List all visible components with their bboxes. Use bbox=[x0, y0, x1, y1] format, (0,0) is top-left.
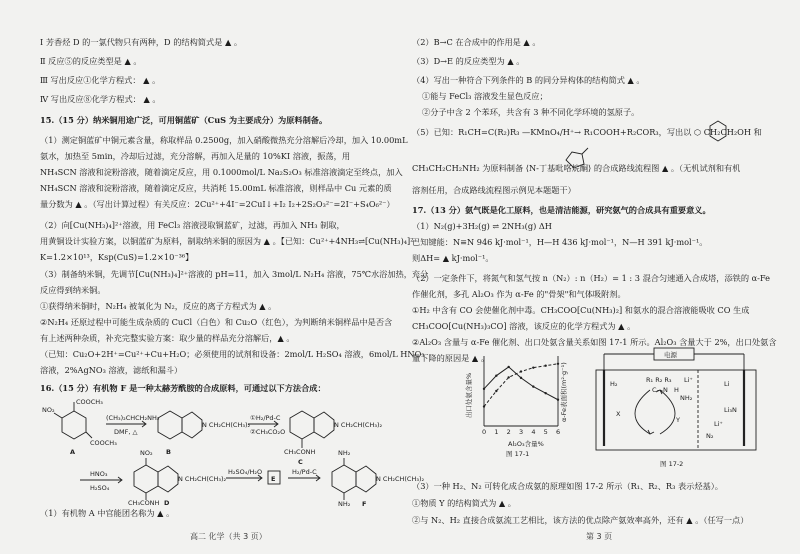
power-source-label: 电源 bbox=[664, 351, 677, 359]
ammonia-content-curve-point bbox=[532, 385, 534, 387]
compound-c-ring bbox=[290, 411, 314, 439]
ammonia-content-curve-point bbox=[483, 388, 485, 390]
q17-part2a-cont: CH₃COO[Cu(NH₃)₃CO] 溶液，该反应的化学方程式为 ▲ 。 bbox=[412, 321, 636, 331]
compound-b-ring bbox=[158, 411, 182, 439]
q15-line: ②N₂H₄ 还原过程中可能生成杂质的 CuCl（白色）和 Cu₂O（红色），为判断纳米铜样品中是否含 bbox=[40, 317, 393, 327]
h-label: H bbox=[674, 386, 679, 394]
q15-line: NH₄SCN 溶液和淀粉溶液，随着滴定反应，用 0.1000mol/L Na₂S₂O₃ 标准溶液滴定至终点，加入 bbox=[40, 167, 403, 177]
q17-part1: （1）N₂(g)+3H₂(g) ⇌ 2NH₃(g) ΔH bbox=[412, 221, 552, 231]
footer-left: 高二 化学（共 3 页） bbox=[190, 532, 267, 541]
q17-title: 17.（13 分）氨气既是化工原料，也是清洁能源，研究氨气的合成具有重要意义。 bbox=[412, 205, 711, 215]
q16-part5: （5）已知：R₁CH=C(R₂)R₃ —KMnO₄/H⁺→ R₁COOH+R₂COR₃，写出以 ⬡ CH₂CH₂OH 和 bbox=[412, 127, 762, 137]
q16-part5-note: 溶剂任用，合成路线流程图示例见本题题干） bbox=[412, 185, 576, 195]
step5-reagent: H₂/Pd-C bbox=[292, 468, 317, 476]
q14-part4: Ⅳ 写出反应⑧化学方程式： ▲ 。 bbox=[40, 94, 161, 104]
q17-part2: （2）一定条件下，将氮气和氢气按 n（N₂）: n（H₂）= 1 : 3 混合匀速通入合成塔，添铁的 α-Fe bbox=[412, 273, 771, 283]
label-a: A bbox=[70, 448, 76, 456]
li-label: Li bbox=[724, 380, 730, 388]
q15-line: 用黄铜设计实验方案，以铜蓝矿为原料，制取纳米铜的原因为 ▲ 。【已知：Cu²⁺+4NH₃⇌[Cu(NH₃)₄]²⁺ bbox=[40, 236, 418, 246]
figure-17-2-diagram bbox=[590, 346, 766, 470]
r-groups-label: R₁ R₂ R₃ bbox=[646, 376, 672, 384]
figure-17-1-caption: 图 17-1 bbox=[506, 450, 530, 458]
step3-reagent: HNO₃ bbox=[90, 470, 108, 478]
c-substituent: CH₃CONH bbox=[284, 448, 316, 456]
q15-line: （3）制备纳米铜，先调节[Cu(NH₃)₄]²⁺溶液的 pH=11，加入 3mol/L N₂H₄ 溶液，75℃水浴加热，充分 bbox=[40, 269, 429, 279]
d-substituent: CH₃CONH bbox=[128, 499, 160, 507]
y-axis-label: 出口处氨含量% bbox=[465, 372, 473, 418]
q15-line: K=1.2×10¹³，Ksp(CuS)=1.2×10⁻³⁶】 bbox=[40, 252, 194, 262]
q14-part3: Ⅲ 写出反应①化学方程式： ▲ 。 bbox=[40, 75, 161, 85]
q15-line: （2）向[Cu(NH₃)₄]²⁺溶液，用 FeCl₃ 溶液浸取铜蓝矿，过滤，再加入 NH₃ 制取， bbox=[40, 220, 345, 230]
x-tick-label: 2 bbox=[506, 428, 511, 436]
ammonia-content-curve-point bbox=[495, 374, 497, 376]
compound-a-ring bbox=[62, 411, 86, 439]
x-tick-label: 4 bbox=[531, 428, 536, 436]
fe-surface-area-curve-point bbox=[557, 363, 559, 365]
y-label: Y bbox=[676, 416, 680, 424]
reaction-scheme bbox=[40, 398, 425, 508]
li3n-label: Li₃N bbox=[724, 406, 737, 414]
q16-part2: （2）B→C 在合成中的作用是 ▲ 。 bbox=[412, 37, 541, 47]
label-c: C bbox=[298, 458, 303, 466]
fe-surface-area-curve-point bbox=[483, 405, 485, 407]
x-tick-label: 1 bbox=[494, 428, 499, 436]
q15-line: 量分数为 ▲ 。（写出计算过程）有关反应：2Cu²⁺+4I⁻=2CuI↓+I₂ I₂+2S₂O₃²⁻=2I⁻+S₄O₆²⁻） bbox=[40, 199, 395, 209]
cyclohexene-sketch bbox=[706, 120, 730, 142]
q15-line: 氨水，加热至 5min，冷却后过滤，充分溶解，再加入足量的 10%KI 溶液，振荡，用 bbox=[40, 151, 351, 161]
nh2-label: NH₂ bbox=[680, 394, 693, 402]
compound-f-ring bbox=[332, 465, 356, 493]
label-d: D bbox=[164, 499, 170, 507]
figure-17-2-caption: 图 17-2 bbox=[660, 460, 684, 468]
ammonia-content-curve-point bbox=[544, 392, 546, 394]
ammonia-content-curve-point bbox=[507, 366, 509, 368]
ammonia-content-curve-point bbox=[557, 399, 559, 401]
step2-reagent: ①H₂/Pd-C bbox=[250, 414, 281, 422]
q17-part2b: ②Al₂O₃ 含量与 α-Fe 催化剂、出口处氨含量关系如图 17-1 所示。Al₂O₃ 含量大于 2%，出口处氨含 bbox=[412, 337, 777, 347]
q14-part1: Ⅰ 芳香烃 D 的一氯代物只有两种，D 的结构简式是 ▲ 。 bbox=[40, 37, 243, 47]
a-nitro: NO₂ bbox=[42, 406, 55, 414]
label-b: B bbox=[166, 448, 171, 456]
q17-part3b: ②与 N₂、H₂ 直接合成氨流工艺相比，该方法的优点除产氨效率高外，还有 ▲ 。（任写一点） bbox=[412, 515, 749, 525]
d-chain: N CH₂CH(CH₃)₂ bbox=[178, 475, 227, 483]
li-ion-label: Li⁺ bbox=[714, 420, 723, 428]
q17-part2a: ①H₂ 中含有 CO 会使催化剂中毒。CH₃COO[Cu(NH₃)₂] 和氨水的混合溶液能吸收 CO 生成 bbox=[412, 305, 750, 315]
x-tick-label: 6 bbox=[556, 428, 561, 436]
q17-delta-h: 则ΔH= ▲ kJ·mol⁻¹。 bbox=[412, 253, 494, 263]
q16-condition2: ②分子中含 2 个苯环，共含有 3 种不同化学环境的氢原子。 bbox=[422, 107, 640, 117]
q15-title: 15.（15 分）纳米铜用途广泛，可用铜蓝矿（CuS 为主要成分）为原料制备。 bbox=[40, 115, 328, 125]
q16-part4: （4）写出一种符合下列条件的 B 的同分异构体的结构简式 ▲ 。 bbox=[412, 75, 645, 85]
figure-17-1-chart bbox=[462, 348, 572, 458]
q17-part3: （3）一种 H₂、N₂ 可转化成合成氨的原理如图 17-2 所示（R₁、R₂、R₃ 表示烃基）。 bbox=[412, 481, 723, 491]
f-amino: NH₂ bbox=[338, 449, 351, 457]
q15-line: NH₄SCN 溶液和淀粉溶液，随着滴定反应，共消耗 15.00mL 标准溶液，则样品中 Cu 元素的质 bbox=[40, 183, 392, 193]
footer-right: 第 3 页 bbox=[586, 532, 613, 541]
x-axis-label: Al₂O₃含量% bbox=[508, 440, 544, 448]
fe-surface-area-curve-point bbox=[520, 370, 522, 372]
f-chain: N CH₂CH(CH₃)₂ bbox=[376, 475, 425, 483]
x-tick-label: 3 bbox=[519, 428, 524, 436]
q15-line: 溶液，2%AgNO₃ 溶液，滤纸和漏斗） bbox=[40, 365, 183, 375]
label-f: F bbox=[362, 500, 367, 508]
ammonia-content-curve-point bbox=[520, 377, 522, 379]
c-chain: N CH₂CH(CH₃)₂ bbox=[334, 421, 383, 429]
y2-axis-label: α-Fe表面积(m²·g⁻¹) bbox=[560, 362, 568, 422]
q14-part2: Ⅱ 反应⑤的反应类型是 ▲ 。 bbox=[40, 56, 142, 66]
h2-label: H₂ bbox=[610, 380, 618, 388]
q17-bond-energy: 已知键能：N≡N 946 kJ·mol⁻¹，H—H 436 kJ·mol⁻¹，N—H 391 kJ·mol⁻¹。 bbox=[412, 237, 708, 247]
q17-part2-cont: 作催化剂，多孔 Al₂O₃ 作为 α-Fe 的"骨架"和气体吸附剂。 bbox=[412, 289, 626, 299]
x-tick-label: 0 bbox=[482, 428, 487, 436]
fe-surface-area-curve bbox=[484, 364, 558, 407]
q16-part5-cont: CH₃CH₂CH₂NH₂ 为原料制备 ⟨N-丁基吡咯烷酮⟩ 的合成路线流程图 ▲ 。（无机试剂和有机 bbox=[412, 163, 741, 173]
label-e: E bbox=[271, 475, 276, 483]
f-amino: NH₂ bbox=[338, 500, 351, 508]
step2-condition: ②CH₃CO₂O bbox=[250, 428, 286, 436]
fe-surface-area-curve-point bbox=[495, 390, 497, 392]
b-chain: N CH₂CH(CH₃)₂ bbox=[202, 421, 251, 429]
compound-d-ring bbox=[134, 465, 158, 493]
li-ion-label: Li⁺ bbox=[684, 376, 693, 384]
x-tick-label: 5 bbox=[543, 428, 548, 436]
a-substituent: COOCH₃ bbox=[90, 439, 117, 447]
q16-part1: （1）有机物 A 中官能团名称为 ▲ 。 bbox=[40, 508, 175, 518]
q16-part3: （3）D→E 的反应类型为 ▲ 。 bbox=[412, 56, 525, 66]
d-nitro: NO₂ bbox=[140, 449, 153, 457]
fe-surface-area-curve-point bbox=[544, 365, 546, 367]
x-label: X bbox=[616, 410, 621, 418]
pyrrolidone-sketch bbox=[558, 146, 592, 174]
q15-line: （已知：Cu₂O+2H⁺=Cu²⁺+Cu+H₂O；必须使用的试剂和设备：2mol/L H₂SO₄ 溶液，6mol/L HNO₃ bbox=[40, 349, 425, 359]
c-n-label: C—N bbox=[652, 386, 668, 394]
q16-title: 16.（15 分）有机物 F 是一种太赫芳酰胺的合成原料，可通过以下方法合成： bbox=[40, 383, 326, 393]
step1-condition: DMF, △ bbox=[114, 428, 138, 436]
q17-part3a: ①物质 Y 的结构简式为 ▲ 。 bbox=[412, 498, 516, 508]
q17-part2b-cont: 量下降的原因是 ▲ 。 bbox=[412, 353, 490, 363]
q16-condition1: ①能与 FeCl₃ 溶液发生显色反应； bbox=[422, 91, 548, 101]
q15-line: （1）测定铜蓝矿中铜元素含量，称取样品 0.2500g，加入硝酸微热充分溶解后冷却，加入 10.00mL bbox=[40, 135, 408, 145]
n2-label: N₂ bbox=[706, 432, 714, 440]
fe-surface-area-curve-point bbox=[532, 366, 534, 368]
step3-condition: H₂SO₄ bbox=[90, 484, 110, 492]
step4-reagent: H₂SO₄/H₂O bbox=[228, 468, 263, 476]
step1-reagent: (CH₃)₂CHCH₂NH₂ bbox=[106, 414, 160, 422]
q15-line: 有上述两种杂质，补充完整实验方案：取少量的样品充分溶解后，▲ 。 bbox=[40, 333, 295, 343]
a-substituent: COOCH₃ bbox=[76, 398, 103, 406]
q15-line: 反应得到纳米铜。 bbox=[40, 285, 106, 295]
fe-surface-area-curve-point bbox=[507, 376, 509, 378]
q15-line: ①获得纳米铜时，N₂H₄ 被氧化为 N₂，反应的离子方程式为 ▲ 。 bbox=[40, 301, 277, 311]
